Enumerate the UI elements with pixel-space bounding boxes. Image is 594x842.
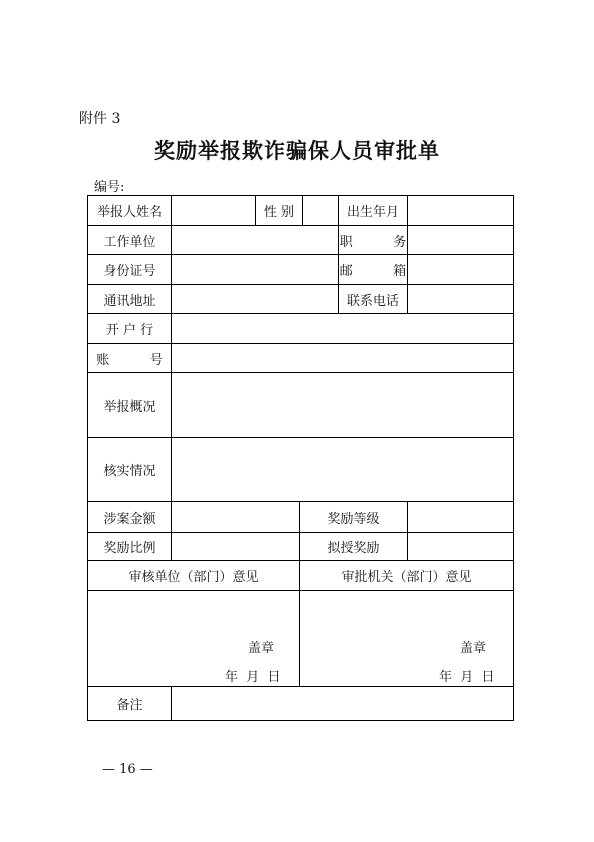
position-label: 职 务 — [339, 226, 408, 255]
serial-number-label: 编号: — [94, 180, 125, 195]
reward-level-label: 奖励等级 — [300, 502, 408, 533]
remarks-field[interactable] — [172, 687, 514, 721]
phone-field[interactable] — [408, 285, 514, 314]
phone-label: 联系电话 — [339, 285, 408, 314]
attachment-label: 附件 3 — [79, 111, 121, 127]
remarks-label: 备注 — [88, 687, 172, 721]
review-unit-opinion-header: 审核单位（部门）意见 — [88, 561, 300, 591]
report-summary-label: 举报概况 — [88, 373, 172, 438]
verification-field[interactable] — [172, 438, 514, 502]
approval-seal-label: 盖章 — [460, 641, 487, 656]
reporter-name-label: 举报人姓名 — [88, 196, 172, 226]
work-unit-label: 工作单位 — [88, 226, 172, 255]
bank-label: 开 户 行 — [88, 314, 172, 344]
review-seal-label: 盖章 — [248, 641, 275, 656]
account-field[interactable] — [172, 344, 514, 373]
reward-ratio-label: 奖励比例 — [88, 533, 172, 561]
gender-label: 性 别 — [256, 196, 303, 226]
id-number-field[interactable] — [172, 255, 339, 285]
account-label: 账 号 — [88, 344, 172, 373]
address-field[interactable] — [172, 285, 339, 314]
postcode-label: 邮 箱 — [339, 255, 408, 285]
work-unit-field[interactable] — [172, 226, 339, 255]
postcode-field[interactable] — [408, 255, 514, 285]
gender-field[interactable] — [303, 196, 339, 226]
address-label: 通讯地址 — [88, 285, 172, 314]
birth-date-field[interactable] — [408, 196, 514, 226]
approval-date-label: 年 月 日 — [439, 670, 495, 685]
page-number: — 16 — — [102, 762, 153, 777]
position-field[interactable] — [408, 226, 514, 255]
proposed-reward-field[interactable] — [408, 533, 514, 561]
reporter-name-field[interactable] — [172, 196, 256, 226]
id-number-label: 身份证号 — [88, 255, 172, 285]
review-date-label: 年 月 日 — [225, 670, 281, 685]
proposed-reward-label: 拟授奖励 — [300, 533, 408, 561]
birth-date-label: 出生年月 — [339, 196, 408, 226]
approval-unit-opinion-header: 审批机关（部门）意见 — [300, 561, 514, 591]
case-amount-label: 涉案金额 — [88, 502, 172, 533]
page-title: 奖励举报欺诈骗保人员审批单 — [154, 138, 440, 163]
case-amount-field[interactable] — [172, 502, 300, 533]
report-summary-field[interactable] — [172, 373, 514, 438]
bank-field[interactable] — [172, 314, 514, 344]
approval-form-table — [87, 195, 514, 721]
verification-label: 核实情况 — [88, 438, 172, 502]
reward-ratio-field[interactable] — [172, 533, 300, 561]
reward-level-field[interactable] — [408, 502, 514, 533]
